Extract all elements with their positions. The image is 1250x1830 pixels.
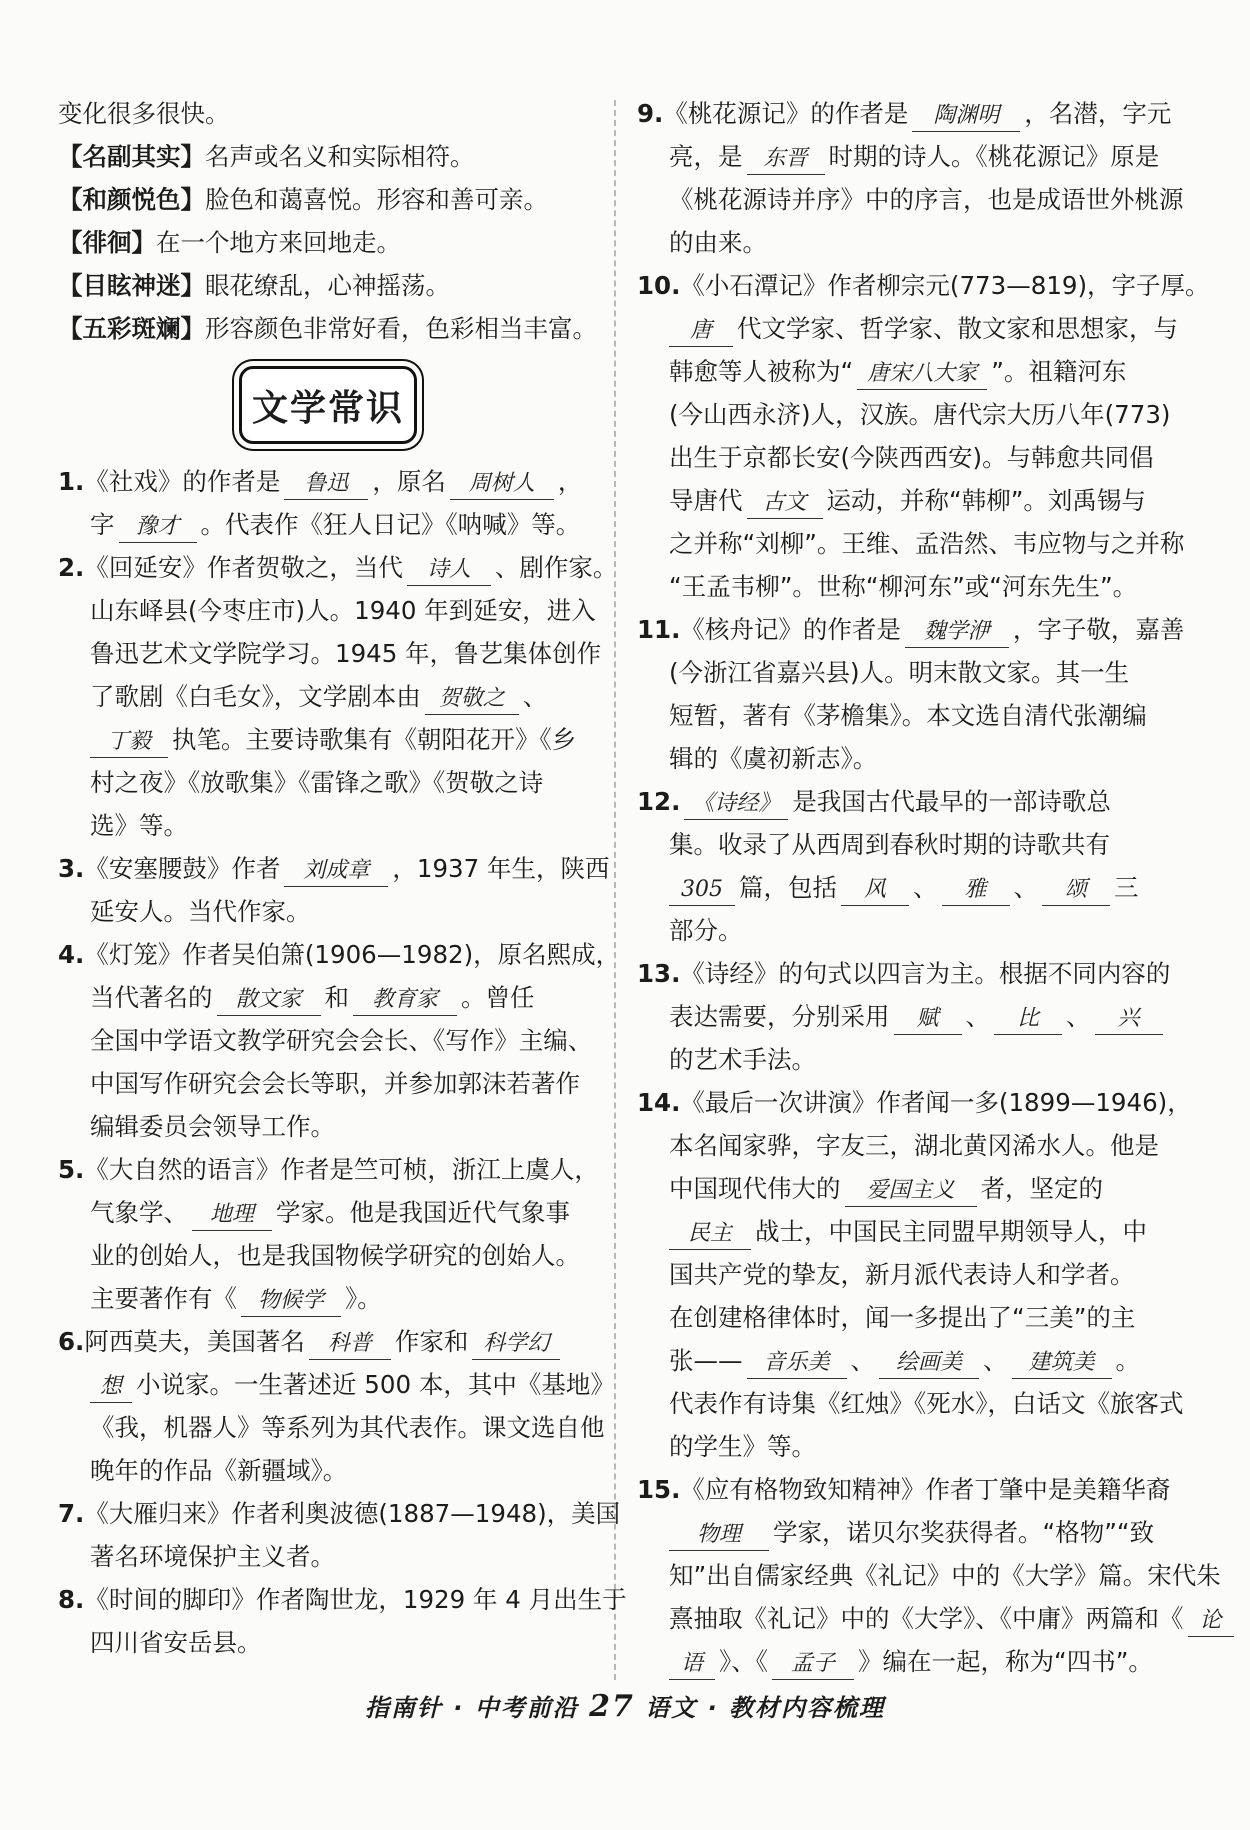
text: 《社戏》的作者是: [84, 467, 281, 496]
text-line: 之并称“刘柳”。王维、孟浩然、韦应物与之并称: [669, 529, 1185, 558]
idiom-entry: [58, 135, 598, 178]
idiom-term: 【目眩神迷】: [58, 271, 205, 300]
answer-fill: 豫才: [119, 512, 197, 543]
answer-fill: 鲁迅: [284, 469, 368, 500]
answer-fill: 魏学洢: [905, 617, 1009, 648]
idiom-term: 【徘徊】: [58, 228, 156, 257]
answer-fill: 贺敬之: [425, 684, 519, 715]
text: 《大自然的语言》作者是竺可桢，浙江上虞人，: [84, 1155, 599, 1184]
left-column: [58, 92, 627, 1664]
text-line: “王孟韦柳”。世称“柳河东”或“河东先生”。: [669, 572, 1138, 601]
idiom-entry: [58, 221, 598, 264]
answer-fill: 孟子: [772, 1649, 854, 1680]
question-number: 14.: [637, 1088, 681, 1117]
text-line: 中国写作研究会会长等职，并参加郭沫若著作: [90, 1069, 580, 1098]
text: 、: [1013, 873, 1038, 902]
text: 和: [324, 983, 349, 1012]
question-8: [58, 1578, 627, 1621]
text-line: 短暂，著有《茅檐集》。本文选自清代张潮编: [669, 701, 1147, 730]
text-line: 国共产党的挚友，新月派代表诗人和学者。: [669, 1260, 1135, 1289]
idiom-def: 名声或名义和实际相符。: [205, 142, 475, 171]
answer-fill: 周树人: [450, 469, 554, 500]
question-number: 2.: [58, 553, 85, 582]
question-10: [637, 264, 1210, 307]
text-line: 出生于京都长安(今陕西西安)。与韩愈共同倡: [669, 443, 1154, 472]
question-5: [58, 1148, 598, 1191]
text-line: [637, 866, 1180, 909]
text: 。曾任: [461, 983, 535, 1012]
question-1: [58, 460, 598, 503]
text-line: 本名闻家骅，字友三，湖北黄冈浠水人。他是: [669, 1131, 1159, 1160]
idiom-term: 【名副其实】: [58, 142, 205, 171]
question-number: 13.: [637, 959, 681, 988]
idiom-term: 【五彩斑斓】: [58, 314, 205, 343]
answer-fill: 绘画美: [879, 1348, 979, 1379]
question-number: 4.: [58, 940, 85, 969]
text: 《时间的脚印》作者陶世龙，1929 年 4 月出生于: [84, 1585, 627, 1614]
question-number: 12.: [637, 787, 681, 816]
text: 是我国古代最早的一部诗歌总: [792, 787, 1111, 816]
answer-fill: 爱国主义: [845, 1176, 977, 1207]
text: 学家，诺贝尔奖获得者。“格物”“致: [773, 1518, 1155, 1547]
text: 《灯笼》作者吴伯箫(1906—1982)，原名熙成，: [84, 940, 621, 969]
answer-fill: 物候学: [241, 1286, 341, 1317]
answer-fill: 兴: [1095, 1004, 1163, 1035]
question-7: [58, 1492, 621, 1535]
text-line: [637, 1339, 1180, 1382]
text: 战士，中国民主同盟早期领导人，中: [755, 1217, 1147, 1246]
page-number: 27: [589, 1689, 635, 1724]
text: 《大雁归来》作者利奥波德(1887—1948)，美国: [84, 1499, 621, 1528]
text: 《小石潭记》作者柳宗元(773—819)，字子厚。: [680, 271, 1210, 300]
text: 三: [1114, 873, 1139, 902]
text: 》。: [345, 1284, 382, 1313]
text-line: 选》等。: [90, 811, 188, 840]
question-number: 5.: [58, 1155, 85, 1184]
text-line: [637, 479, 1180, 522]
text-line: [637, 1210, 1180, 1253]
right-column: [637, 92, 1222, 1683]
question-14: [637, 1081, 1192, 1124]
text: 字: [90, 510, 115, 539]
answer-fill: 语: [669, 1649, 715, 1680]
answer-fill: 刘成章: [284, 856, 388, 887]
text: 小说家。一生著述近 500 本，其中《基地》: [136, 1370, 615, 1399]
question-number: 15.: [637, 1475, 681, 1504]
text-line: [58, 976, 598, 1019]
text: 代文学家、哲学家、散文家和思想家，与: [737, 314, 1178, 343]
idiom-def: 脸色和蔼喜悦。形容和善可亲。: [205, 185, 548, 214]
footer-right-text: 语文 · 教材内容梳理: [645, 1694, 886, 1722]
answer-fill: 比: [994, 1004, 1062, 1035]
text: 执笔。主要诗歌集有《朝阳花开》《乡: [172, 725, 577, 754]
text: 了歌剧《白毛女》，文学剧本由: [90, 682, 421, 711]
answer-fill: 古文: [747, 488, 823, 519]
idiom-entry: [58, 264, 598, 307]
question-number: 9.: [637, 99, 664, 128]
text-line: [637, 1640, 1180, 1683]
answer-fill: 散文家: [217, 985, 321, 1016]
text-line: (今山西永济)人，汉族。唐代宗大历八年(773): [669, 400, 1171, 429]
idiom-entry: [58, 307, 598, 350]
text-line: [637, 995, 1180, 1038]
answer-fill: 唐宋八大家: [857, 359, 987, 390]
answer-fill: 地理: [192, 1200, 272, 1231]
text: 、: [1066, 1002, 1091, 1031]
text: 当代著名的: [90, 983, 213, 1012]
text-line: 的艺术手法。: [669, 1045, 816, 1074]
text: 、: [850, 1346, 875, 1375]
text: 学家。他是我国近代气象事: [276, 1198, 570, 1227]
answer-fill: 雅: [942, 875, 1010, 906]
text: 。: [1115, 1346, 1140, 1375]
text: 运动，并称“韩柳”。刘禹锡与: [826, 486, 1146, 515]
text: ，字子敬，嘉善: [1012, 615, 1185, 644]
answer-fill: 诗人: [407, 555, 491, 586]
answer-fill: 建筑美: [1012, 1348, 1112, 1379]
question-11: [637, 608, 1185, 651]
question-number: 3.: [58, 854, 85, 883]
text-line: [637, 350, 1180, 393]
idiom-entry: [58, 178, 598, 221]
text: 篇，包括: [739, 873, 837, 902]
question-3: [58, 847, 610, 890]
text-line: 《桃花源诗并序》中的序言，也是成语世外桃源: [669, 185, 1184, 214]
text-line: [637, 1167, 1180, 1210]
text: 阿西莫夫，美国著名: [84, 1327, 305, 1356]
idiom-def: 形容颜色非常好看，色彩相当丰富。: [205, 314, 597, 343]
text-line: [637, 135, 1180, 178]
text-line: 辑的《虞初新志》。: [669, 744, 878, 773]
text-line: 变化很多很快。: [58, 99, 230, 128]
question-number: 6.: [58, 1327, 85, 1356]
text-line: 延安人。当代作家。: [90, 897, 311, 926]
text: 、: [913, 873, 938, 902]
answer-fill: 305: [669, 875, 735, 906]
idiom-def: 眼花缭乱，心神摇荡。: [205, 271, 450, 300]
text: ，名潜，字元: [1024, 99, 1172, 128]
text: 、: [983, 1346, 1008, 1375]
text: 《诗经》的句式以四言为主。根据不同内容的: [680, 959, 1171, 988]
question-number: 7.: [58, 1499, 85, 1528]
text-line: 业的创始人，也是我国物候学研究的创始人。: [90, 1241, 580, 1270]
text: 、: [965, 1002, 990, 1031]
text-line: 代表作有诗集《红烛》《死水》，白话文《旅客式: [669, 1389, 1184, 1418]
text: ，原名: [372, 467, 446, 496]
text: 《应有格物致知精神》作者丁肇中是美籍华裔: [680, 1475, 1171, 1504]
question-4: [58, 933, 621, 976]
answer-fill: 教育家: [353, 985, 457, 1016]
question-2: [58, 546, 618, 589]
text-line: 著名环境保护主义者。: [90, 1542, 335, 1571]
question-number: 8.: [58, 1585, 85, 1614]
text: 》编在一起，称为“四书”。: [858, 1647, 1153, 1676]
text: 《桃花源记》的作者是: [663, 99, 909, 128]
text-line: [58, 1191, 598, 1234]
text-line: 编辑委员会领导工作。: [90, 1112, 335, 1141]
answer-fill: 想: [90, 1372, 132, 1403]
question-number: 10.: [637, 271, 681, 300]
text-line: [637, 1511, 1180, 1554]
text: ，1937 年生，陕西: [392, 854, 610, 883]
text-line: 在创建格律体时，闻一多提出了“三美”的主: [669, 1303, 1136, 1332]
text-line: 晚年的作品《新疆域》。: [90, 1456, 348, 1485]
text-line: 部分。: [669, 916, 743, 945]
text: ”。祖籍河东: [991, 357, 1127, 386]
text-line: 村之夜》《放歌集》《雷锋之歌》《贺敬之诗: [90, 768, 544, 797]
answer-fill: 《诗经》: [684, 789, 788, 820]
text-line: 的学生》等。: [669, 1432, 816, 1461]
section-header: [58, 350, 598, 460]
answer-fill: 赋: [894, 1004, 962, 1035]
idiom-term: 【和颜悦色】: [58, 185, 205, 214]
text-line: 集。收录了从西周到春秋时期的诗歌共有: [669, 830, 1110, 859]
text: 》、《: [719, 1647, 768, 1676]
column-divider: [614, 100, 616, 1680]
question-6: [58, 1320, 598, 1363]
answer-fill: 颂: [1042, 875, 1110, 906]
text-line: 鲁迅艺术文学院学习。1945 年，鲁艺集体创作: [90, 639, 602, 668]
text-line: [58, 1363, 615, 1406]
text: 韩愈等人被称为“: [669, 357, 854, 386]
question-15: [637, 1468, 1180, 1511]
text: 表达需要，分别采用: [669, 1002, 890, 1031]
text-line: [58, 1277, 598, 1320]
page-footer: [0, 1688, 1250, 1724]
text-line: 全国中学语文教学研究会会长、《写作》主编、: [90, 1026, 593, 1055]
text: 《核舟记》的作者是: [680, 615, 901, 644]
answer-fill: 风: [841, 875, 909, 906]
text-line: (今浙江省嘉兴县)人。明末散文家。其一生: [669, 658, 1130, 687]
answer-fill: 民主: [669, 1219, 751, 1250]
answer-fill: 科普: [309, 1329, 391, 1360]
text: 。代表作《狂人日记》《呐喊》等。: [200, 510, 581, 539]
text: 者，坚定的: [980, 1174, 1103, 1203]
text-line: [637, 307, 1180, 350]
answer-fill: 东晋: [747, 144, 825, 175]
text: 主要著作有《: [90, 1284, 237, 1313]
text: 熹抽取《礼记》中的《大学》、《中庸》两篇和《: [669, 1604, 1184, 1633]
text: 《最后一次讲演》作者闻一多(1899—1946)，: [680, 1088, 1192, 1117]
text-line: [58, 718, 598, 761]
text: 时期的诗人。《桃花源记》原是: [828, 142, 1160, 171]
text: 张——: [669, 1346, 743, 1375]
text-line: 知”出自儒家经典《礼记》中的《大学》篇。宋代朱: [669, 1561, 1221, 1590]
text: 、: [522, 682, 548, 711]
text: ，: [557, 467, 583, 496]
question-number: 11.: [637, 615, 681, 644]
answer-fill: 物理: [669, 1520, 769, 1551]
answer-fill: 音乐美: [747, 1348, 847, 1379]
text-line: [58, 675, 598, 718]
question-number: 1.: [58, 467, 85, 496]
text-line: [637, 1597, 1222, 1640]
footer-left-text: 指南针 · 中考前沿: [364, 1694, 579, 1722]
question-12: [637, 780, 1180, 823]
question-13: [637, 952, 1180, 995]
text-line: 山东峄县(今枣庄市)人。1940 年到延安，进入: [90, 596, 596, 625]
section-title: 文学常识: [251, 387, 404, 429]
text-line: 四川省安岳县。: [90, 1628, 262, 1657]
answer-fill: 科学幻: [472, 1329, 560, 1360]
text-line: [58, 503, 598, 546]
answer-fill: 唐: [669, 316, 733, 347]
text: 亮，是: [669, 142, 743, 171]
answer-fill: 陶渊明: [912, 101, 1020, 132]
text: 作家和: [394, 1327, 469, 1356]
question-9: [637, 92, 1180, 135]
answer-fill: 丁毅: [90, 727, 168, 758]
text: 气象学、: [90, 1198, 188, 1227]
answer-fill: 论: [1188, 1606, 1234, 1637]
text: 中国现代伟大的: [669, 1174, 841, 1203]
text: 《安塞腰鼓》作者: [84, 854, 281, 883]
text-line: 的由来。: [669, 228, 767, 257]
text: 导唐代: [669, 486, 743, 515]
section-title-badge: [239, 366, 417, 444]
text: 、剧作家。: [494, 553, 618, 582]
text-line: 《我，机器人》等系列为其代表作。课文选自他: [90, 1413, 605, 1442]
text: 《回延安》作者贺敬之，当代: [84, 553, 403, 582]
idiom-def: 在一个地方来回地走。: [156, 228, 401, 257]
